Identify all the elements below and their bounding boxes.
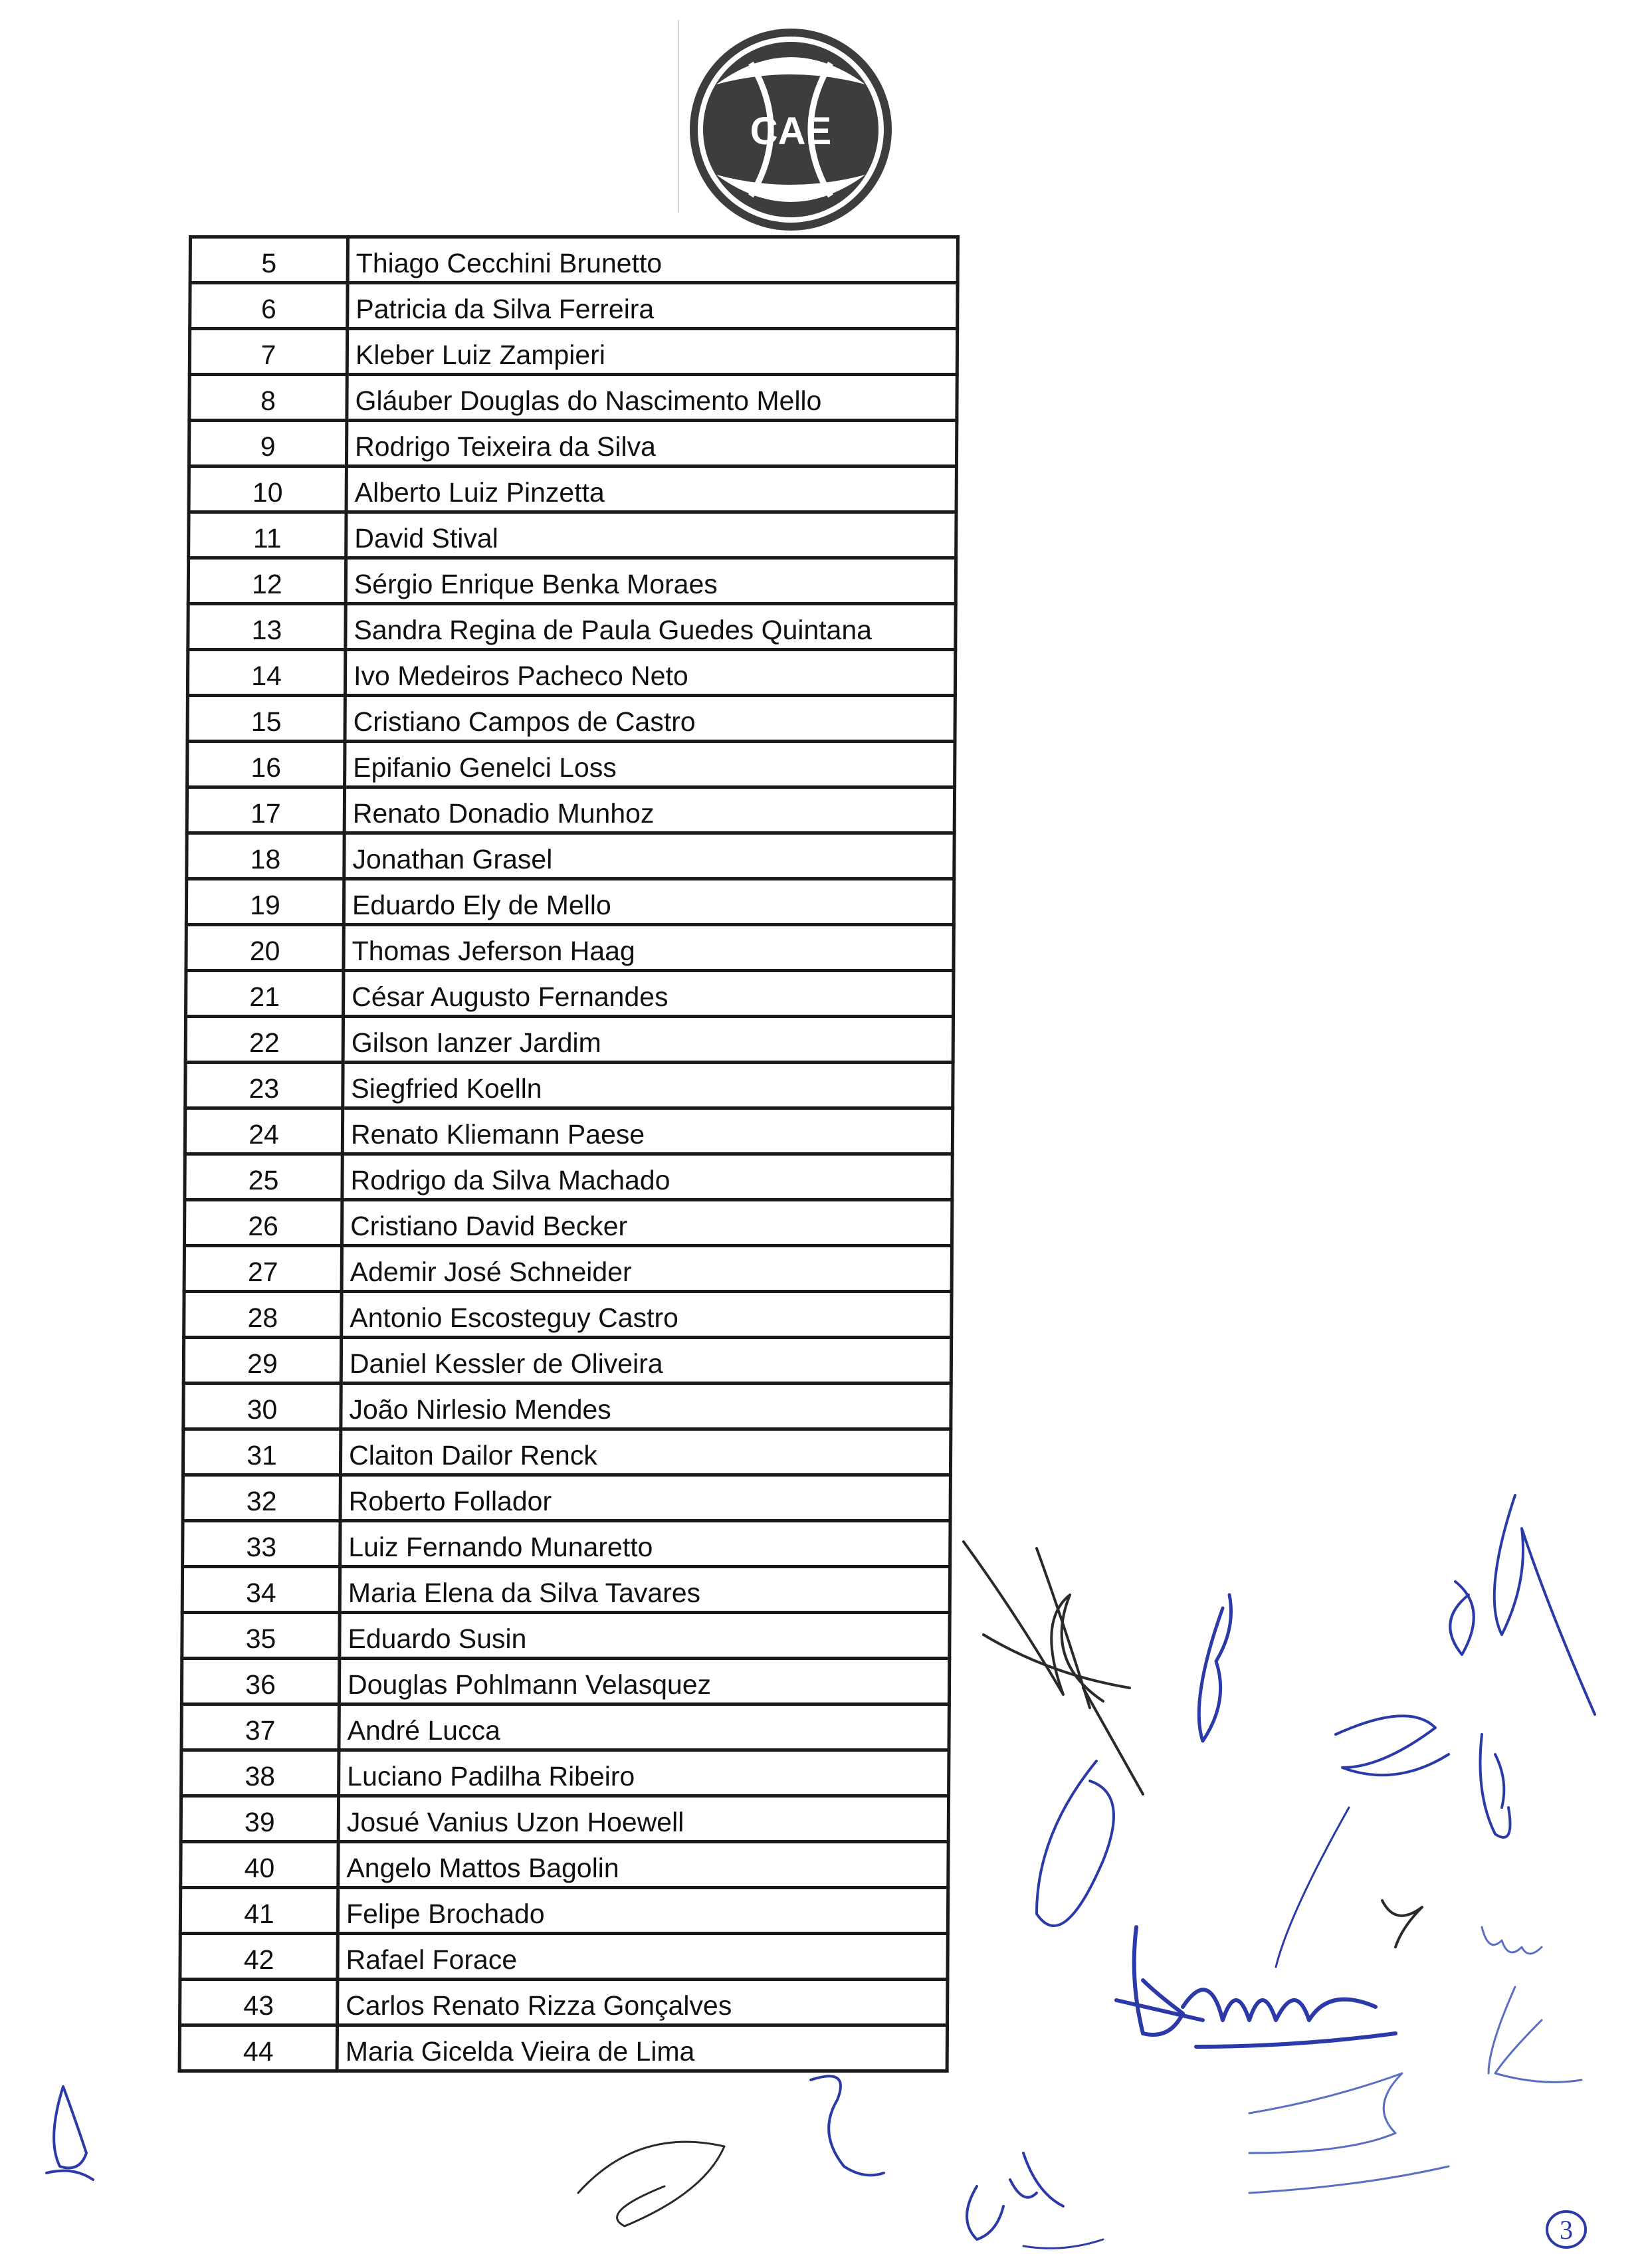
member-number: 44 (179, 2025, 337, 2071)
signature-blue-10 (1482, 1927, 1542, 1954)
member-name: Angelo Mattos Bagolin (338, 1842, 948, 1888)
roster-row (187, 787, 954, 833)
roster-row (183, 1521, 950, 1567)
member-number: 23 (185, 1063, 343, 1108)
roster-row (183, 1475, 950, 1521)
member-number: 26 (184, 1200, 342, 1246)
roster-row (183, 1429, 950, 1475)
roster-row (184, 1200, 952, 1246)
roster-row (186, 879, 954, 925)
member-name: Renato Kliemann Paese (342, 1108, 952, 1154)
member-name: Luciano Padilha Ribeiro (339, 1750, 949, 1796)
member-name: Claiton Dailor Renck (340, 1429, 950, 1475)
roster-row (179, 2025, 947, 2071)
roster-row (181, 1796, 948, 1842)
member-name: Renato Donadio Munhoz (344, 787, 954, 833)
member-number: 17 (187, 787, 344, 833)
roster-row (185, 1154, 952, 1200)
member-name: Thiago Cecchini Brunetto (348, 237, 958, 283)
roster-row (181, 1704, 949, 1750)
member-number: 20 (186, 925, 344, 971)
roster-row (190, 283, 958, 329)
roster-row (180, 1888, 948, 1934)
roster-row (184, 1246, 952, 1292)
member-name: André Lucca (339, 1704, 949, 1750)
roster-row (180, 1934, 948, 1980)
roster-row (181, 1750, 949, 1796)
roster-row (182, 1567, 950, 1613)
cae-logo (684, 23, 897, 236)
member-name: Rafael Forace (338, 1934, 948, 1980)
roster-row (187, 742, 955, 787)
member-number: 32 (183, 1475, 340, 1521)
member-number: 28 (184, 1292, 342, 1338)
member-name: Maria Elena da Silva Tavares (340, 1567, 950, 1613)
member-name: João Nirlesio Mendes (341, 1384, 951, 1429)
member-name: Eduardo Susin (340, 1613, 950, 1659)
signature-blue-8 (1276, 1807, 1349, 1967)
member-number: 10 (189, 466, 346, 512)
signature-blue-2 (1199, 1595, 1231, 1741)
member-name: Ivo Medeiros Pacheco Neto (345, 650, 955, 696)
member-number: 11 (189, 512, 346, 558)
member-number: 5 (190, 237, 348, 283)
roster-row (187, 833, 954, 879)
member-number: 22 (185, 1017, 343, 1063)
member-name: Jonathan Grasel (344, 833, 954, 879)
member-number: 31 (183, 1429, 340, 1475)
roster-row (187, 696, 955, 742)
member-name: Gláuber Douglas do Nascimento Mello (347, 375, 957, 421)
member-number: 24 (185, 1108, 342, 1154)
signature-blue-13 (1249, 2073, 1402, 2153)
member-name: Patricia da Silva Ferreira (348, 283, 958, 329)
member-number: 8 (189, 375, 347, 421)
member-number: 7 (189, 329, 347, 375)
member-name: Daniel Kessler de Oliveira (341, 1338, 951, 1384)
member-number: 21 (186, 971, 344, 1017)
roster-row (189, 375, 957, 421)
member-name: Cristiano Campos de Castro (345, 696, 955, 742)
page-number-text: 3 (1560, 2215, 1573, 2245)
signature-blue-3 (1494, 1495, 1595, 1714)
roster-row (182, 1613, 950, 1659)
signature-black-9 (1382, 1901, 1422, 1947)
member-name: Cristiano David Becker (342, 1200, 952, 1246)
member-name: Maria Gicelda Vieira de Lima (337, 2025, 947, 2071)
roster-row (189, 329, 957, 375)
signature-blue-19 (1023, 2239, 1103, 2248)
logo-text: CAE (750, 110, 832, 153)
signature-blue-15 (47, 2087, 93, 2180)
member-name: César Augusto Fernandes (344, 971, 954, 1017)
roster-row (187, 650, 955, 696)
member-number: 15 (187, 696, 345, 742)
member-number: 33 (183, 1521, 340, 1567)
roster-row (190, 237, 958, 283)
member-number: 25 (185, 1154, 342, 1200)
member-number: 13 (188, 604, 346, 650)
roster-row (184, 1292, 952, 1338)
member-name: Douglas Pohlmann Velasquez (339, 1659, 949, 1704)
member-name: Gilson Ianzer Jardim (343, 1017, 953, 1063)
member-name: Epifanio Genelci Loss (345, 742, 955, 787)
signature-blue-17 (811, 2076, 884, 2175)
member-name: David Stival (346, 512, 956, 558)
member-number: 18 (187, 833, 344, 879)
signature-black-16 (578, 2142, 724, 2226)
member-number: 27 (184, 1246, 342, 1292)
member-number: 14 (187, 650, 345, 696)
member-name: Roberto Follador (340, 1475, 950, 1521)
roster-row (186, 925, 954, 971)
signature-blue-6 (1481, 1734, 1510, 1837)
signature-blue-7 (1037, 1761, 1114, 1926)
member-number: 41 (180, 1888, 338, 1934)
member-number: 34 (182, 1567, 340, 1613)
signature-blue-18 (967, 2153, 1063, 2239)
roster-row (185, 1017, 953, 1063)
member-name: Thomas Jeferson Haag (344, 925, 954, 971)
member-name: Sérgio Enrique Benka Moraes (346, 558, 956, 604)
member-name: Alberto Luiz Pinzetta (346, 466, 956, 512)
member-name: Antonio Escosteguy Castro (342, 1292, 952, 1338)
member-name: Eduardo Ely de Mello (344, 879, 954, 925)
roster-row (186, 971, 954, 1017)
member-number: 9 (189, 421, 346, 466)
signature-black-1 (964, 1542, 1143, 1794)
member-name: Ademir José Schneider (342, 1246, 952, 1292)
member-number: 35 (182, 1613, 340, 1659)
member-name: Josué Vanius Uzon Hoewell (338, 1796, 948, 1842)
roster-row (188, 558, 956, 604)
roster-row (183, 1384, 951, 1429)
member-roster-table (178, 235, 960, 2073)
roster-row (180, 1980, 948, 2025)
member-name: Siegfried Koelln (343, 1063, 953, 1108)
member-name: Rodrigo da Silva Machado (342, 1154, 952, 1200)
roster-row (181, 1842, 948, 1888)
roster-row (188, 604, 956, 650)
member-number: 6 (190, 283, 348, 329)
roster-row (185, 1063, 953, 1108)
member-name: Rodrigo Teixeira da Silva (346, 421, 956, 466)
signature-blue-4 (1450, 1582, 1474, 1655)
roster-row (183, 1338, 951, 1384)
roster-row (185, 1108, 952, 1154)
member-number: 16 (187, 742, 345, 787)
member-number: 43 (180, 1980, 338, 2025)
member-number: 19 (186, 879, 344, 925)
roster-row (189, 512, 956, 558)
roster-row (189, 466, 956, 512)
signature-blue-11 (1116, 1927, 1395, 2047)
page-number-stamp (1543, 2206, 1590, 2253)
signature-blue-12 (1489, 1987, 1582, 2082)
signature-blue-5 (1336, 1716, 1449, 1775)
member-name: Luiz Fernando Munaretto (340, 1521, 950, 1567)
roster-row (181, 1659, 949, 1704)
member-number: 39 (181, 1796, 338, 1842)
member-number: 37 (181, 1704, 339, 1750)
member-roster-body (179, 237, 958, 2071)
page-fold-line (678, 20, 679, 213)
member-name: Carlos Renato Rizza Gonçalves (338, 1980, 948, 2025)
member-number: 29 (183, 1338, 341, 1384)
signature-blue-14 (1249, 2166, 1449, 2193)
member-name: Kleber Luiz Zampieri (347, 329, 957, 375)
member-name: Sandra Regina de Paula Guedes Quintana (346, 604, 956, 650)
member-name: Felipe Brochado (338, 1888, 948, 1934)
member-number: 40 (181, 1842, 338, 1888)
roster-row (189, 421, 956, 466)
member-number: 42 (180, 1934, 338, 1980)
member-number: 30 (183, 1384, 341, 1429)
member-number: 38 (181, 1750, 339, 1796)
member-number: 36 (181, 1659, 339, 1704)
member-number: 12 (188, 558, 346, 604)
